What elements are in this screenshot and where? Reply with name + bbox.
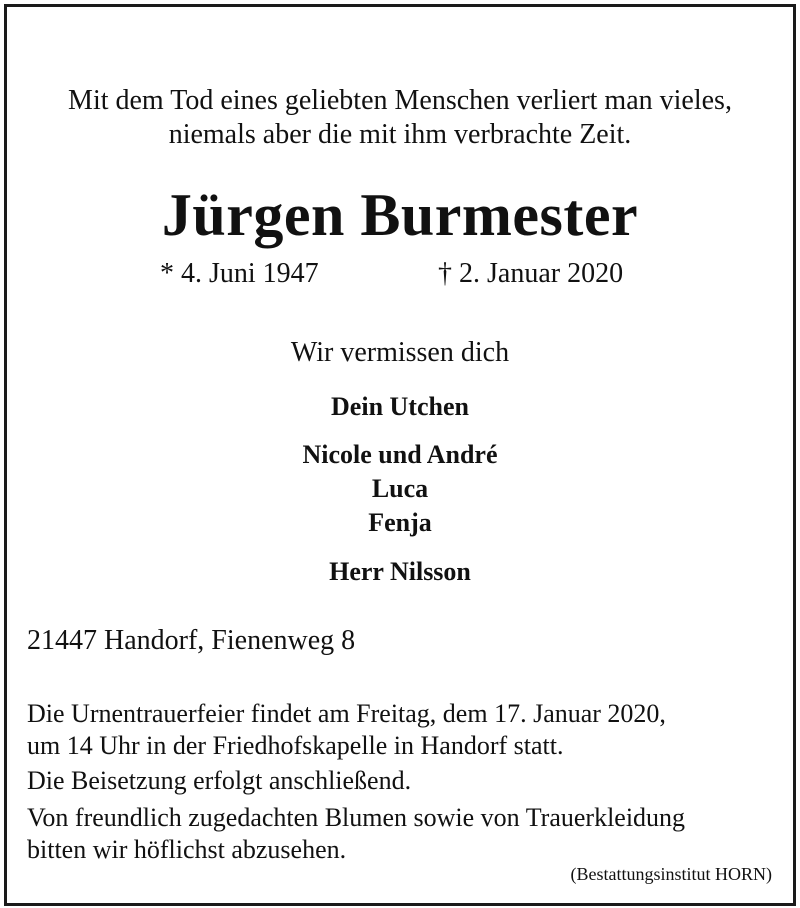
mourner-group-2-line-2: Luca (371, 474, 429, 503)
flowers-line-1: Von freundlich zugedachten Blumen sowie von Trauerkleidung (27, 803, 686, 832)
burial-info: Die Beisetzung erfolgt anschließend. (27, 766, 412, 795)
quote-line-2: niemals aber die mit ihm verbrachte Zeit. (168, 119, 632, 150)
mourners-intro: Wir vermissen dich (290, 337, 510, 368)
address: 21447 Handorf, Fienenweg 8 (27, 625, 356, 656)
ceremony-line-1: Die Urnentrauerfeier findet am Freitag, dem 17. Januar 2020, (27, 699, 666, 728)
birth-date: * 4. Juni 1947 (160, 258, 319, 289)
mourner-group-2-line-3: Fenja (368, 508, 432, 537)
deceased-name: Jürgen Burmester (161, 182, 639, 248)
flowers-line-2: bitten wir höflichst abzusehen. (27, 835, 347, 864)
undertaker-credit: (Bestattungsinstitut HORN) (570, 864, 772, 884)
mourner-group-1: Dein Utchen (331, 392, 469, 421)
mourner-group-2-line-1: Nicole und André (302, 440, 498, 469)
memorial-quote (0, 84, 800, 152)
mourner-group-3: Herr Nilsson (329, 557, 471, 586)
ceremony-line-2: um 14 Uhr in der Friedhofskapelle in Handorf statt. (27, 731, 564, 760)
death-date: † 2. Januar 2020 (438, 258, 624, 289)
quote-line-1: Mit dem Tod eines geliebten Menschen verliert man vieles, (68, 85, 732, 116)
